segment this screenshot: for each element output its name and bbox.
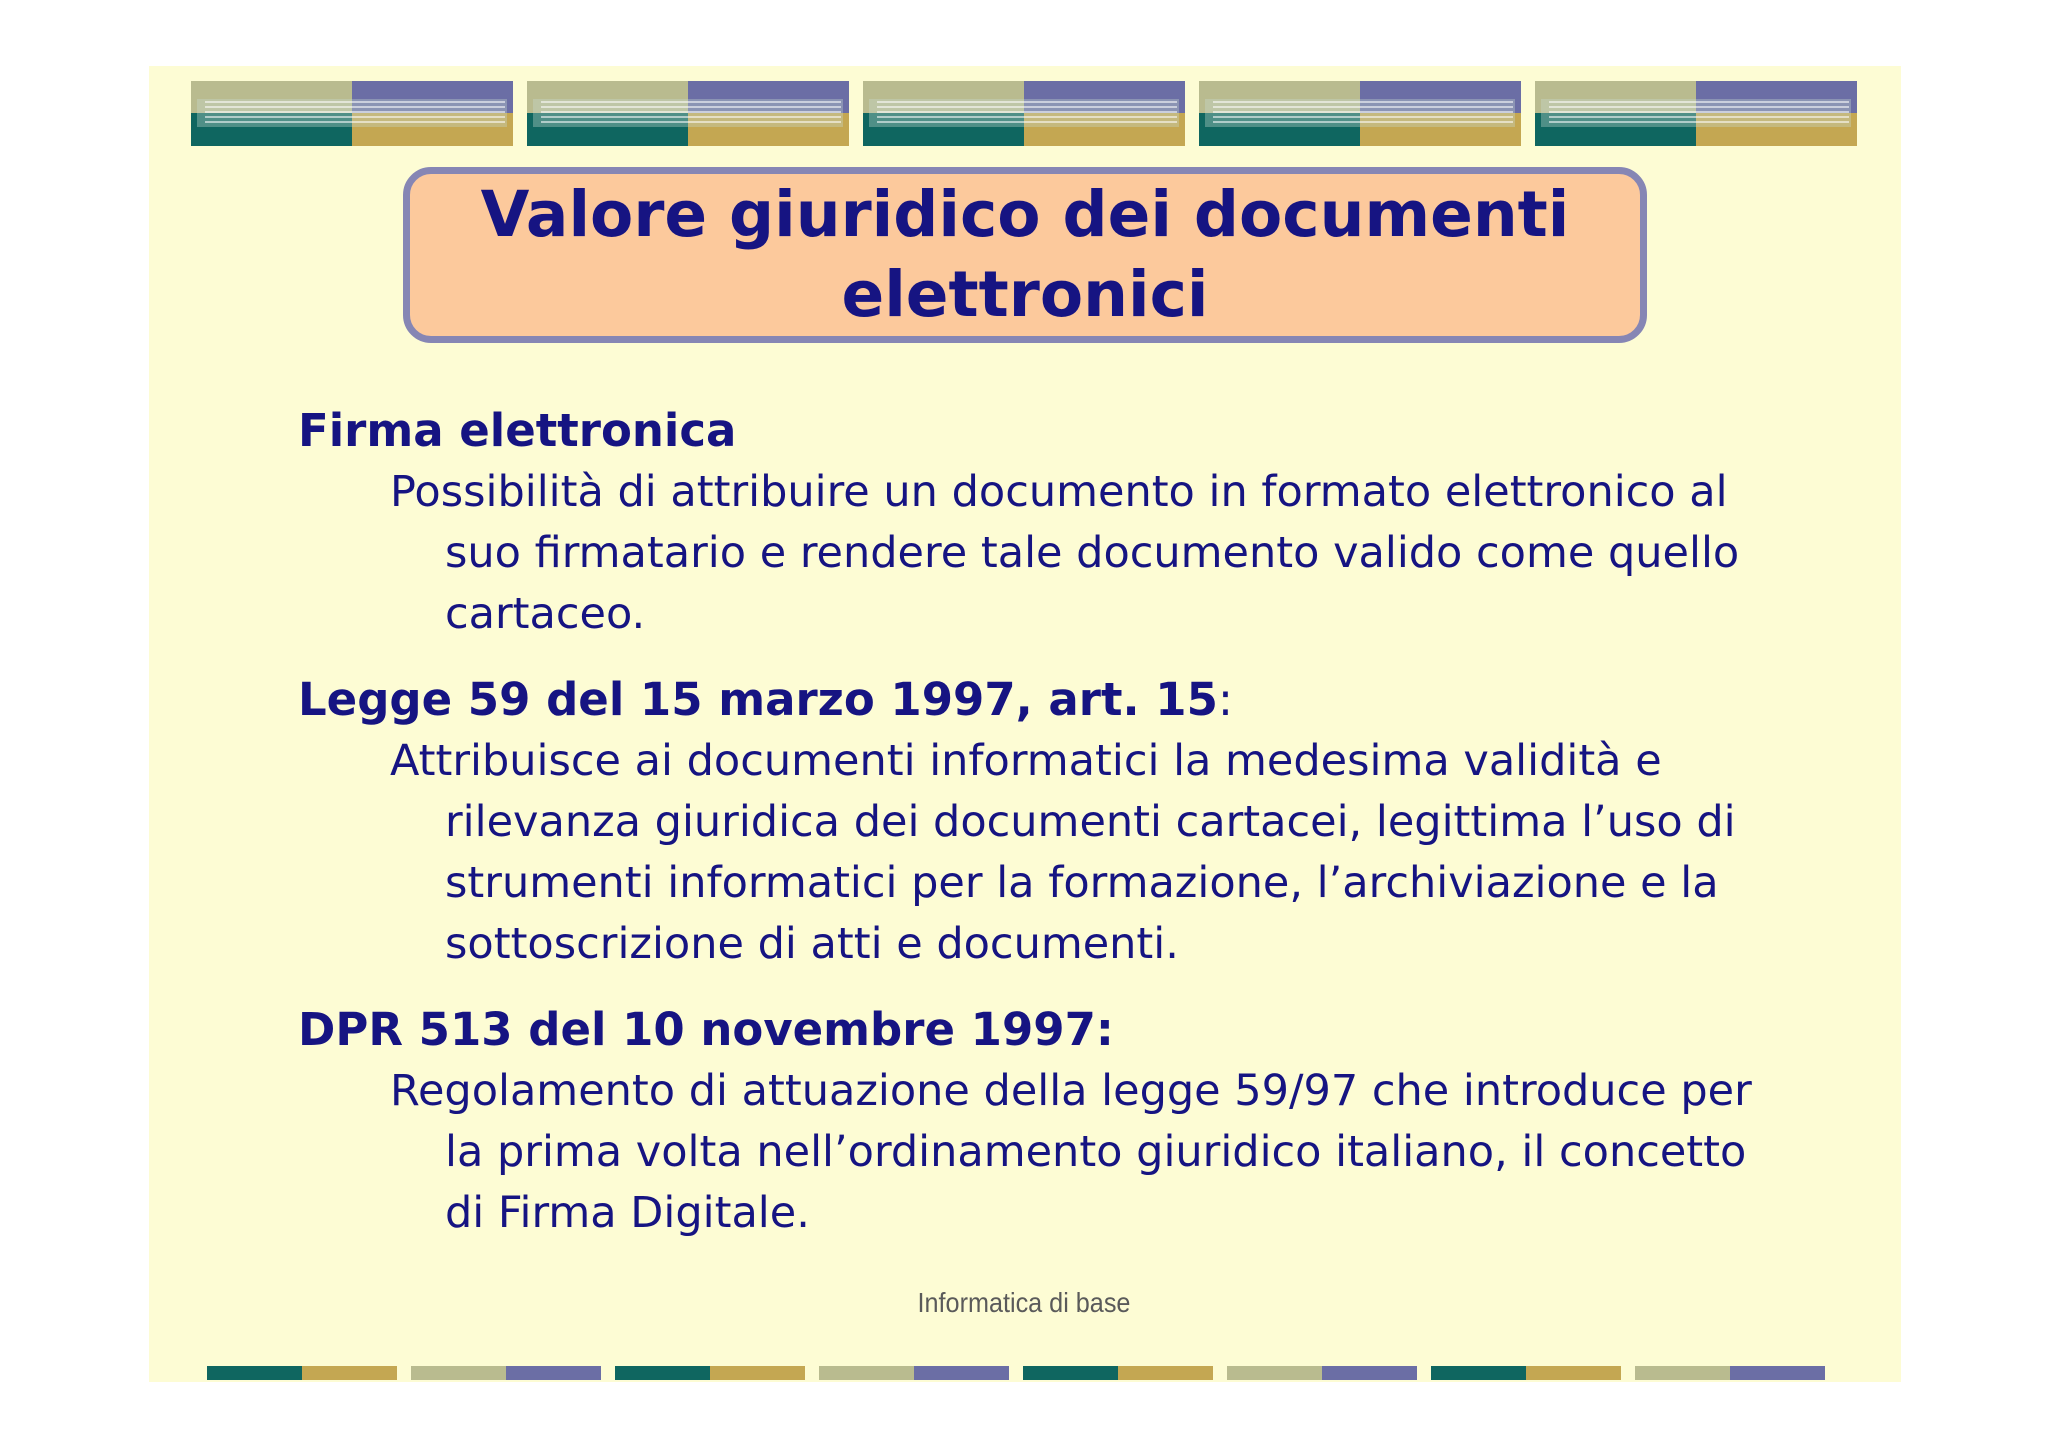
body-line: suo firmatario e rendere tale documento valido come quello (445, 528, 1740, 578)
body-line: cartaceo. (445, 589, 646, 639)
decoration-block (1199, 81, 1521, 146)
heading-suffix: : (1217, 673, 1234, 726)
slide-title: Valore giuridico dei documenti elettronici (480, 178, 1570, 331)
section-heading-firma (298, 400, 1778, 462)
slide-content (298, 400, 1778, 1244)
bottom-decoration-bar (207, 1366, 1829, 1380)
section-body-legge (390, 731, 1778, 975)
section-heading-dpr (298, 999, 1778, 1061)
decoration-block (527, 81, 849, 146)
body-line: rilevanza giuridica dei documenti cartacei, legittima l’uso di (445, 797, 1736, 847)
slide-footer: Informatica di base (917, 1287, 1131, 1318)
body-line: Possibilità di attribuire un documento in formato elettronico al (390, 467, 1728, 517)
body-line: sottoscrizione di atti e documenti. (445, 919, 1179, 969)
heading-text: DPR 513 del 10 novembre 1997: (298, 1003, 1114, 1056)
body-line: di Firma Digitale. (445, 1188, 810, 1238)
section-body-firma (390, 462, 1778, 645)
section-heading-legge (298, 669, 1778, 731)
body-line: strumenti informatici per la formazione, l’archiviazione e la (445, 858, 1719, 908)
body-line: Attribuisce ai documenti informatici la medesima validità e (390, 736, 1662, 786)
heading-text: Firma elettronica (298, 404, 737, 457)
section-body-dpr (390, 1061, 1778, 1244)
decoration-block (191, 81, 513, 146)
heading-text: Legge 59 del 15 marzo 1997, art. 15 (298, 673, 1218, 726)
decoration-block (863, 81, 1185, 146)
decoration-block (1535, 81, 1857, 146)
title-box (403, 167, 1647, 343)
body-line: la prima volta nell’ordinamento giuridico italiano, il concetto (445, 1127, 1747, 1177)
body-line: Regolamento di attuazione della legge 59/97 che introduce per (390, 1066, 1752, 1116)
top-decoration-bar (191, 81, 1859, 146)
